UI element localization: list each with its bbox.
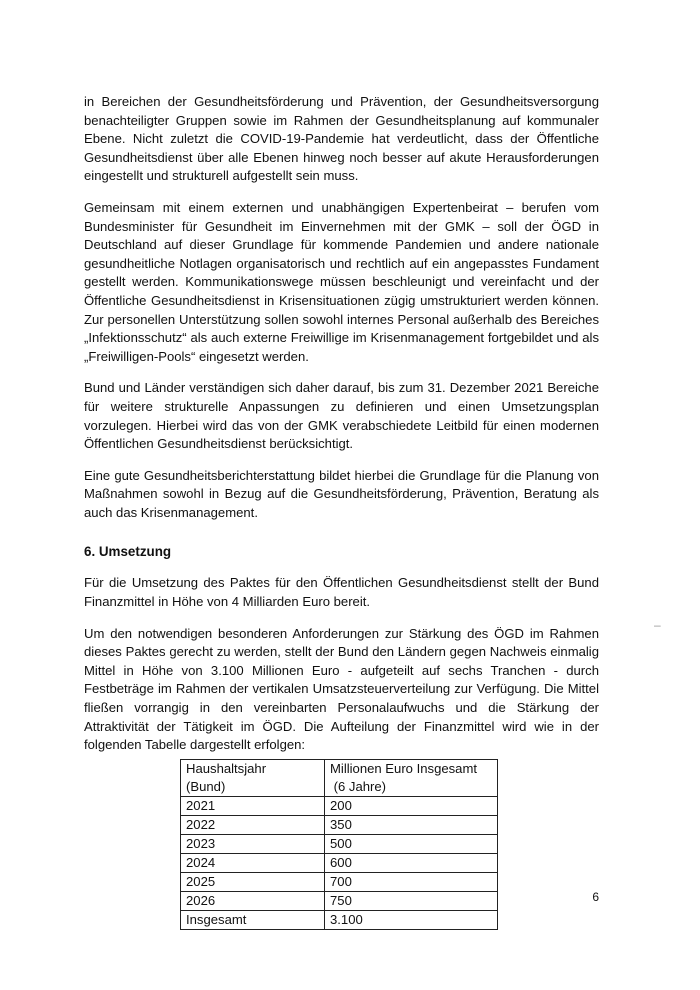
total-label-cell: Insgesamt [181, 910, 325, 929]
section-paragraph-1: Für die Umsetzung des Paktes für den Öffentlichen Gesundheitsdienst stellt der Bund Finanzmittel in Höhe von 4 Milliarden Euro bereit. [84, 575, 599, 610]
page-number: 6 [592, 890, 599, 904]
amount-cell: 350 [325, 815, 498, 834]
document-page [84, 93, 599, 930]
header-cell-year [181, 759, 325, 796]
paragraph-4: Eine gute Gesundheitsberichterstattung bildet hierbei die Grundlage für die Planung von Maßnahmen sowohl in Bezug auf die Gesundheitsförderung, Prävention, Beratung als auch das Krisenmanagement. [84, 467, 599, 520]
header-year-line1: Haushaltsjahr [186, 760, 267, 776]
section-paragraph-2: Um den notwendigen besonderen Anforderungen zur Stärkung des ÖGD im Rahmen dieses Paktes gerecht zu werden, stellt der Bund den Ländern gegen Nachweis einmalig Mittel in Höhe von 3.100 Millionen Euro - aufgeteilt auf sechs Tranchen - durch Festbeträge im Rahmen der vertikalen Umsatzsteuerverteilung zur Verfügung. Die Mittel fließen vorrangig in den vereinbarten Personalaufwuchs und die Stärkung der Attraktivität der Tätigkeit im ÖGD. Die Aufteilung der Finanzmittel wird wie in der folgenden Tabelle dargestellt erfolgen: [84, 625, 599, 753]
section-heading: 6. Umsetzung [84, 544, 172, 560]
year-cell: 2022 [181, 815, 325, 834]
table-row [181, 853, 498, 872]
table-row [181, 872, 498, 891]
table-row [181, 834, 498, 853]
year-cell: 2024 [181, 853, 325, 872]
amount-cell: 500 [325, 834, 498, 853]
year-cell: 2026 [181, 891, 325, 910]
header-year-line2: (Bund) [186, 778, 226, 794]
header-cell-amount [325, 759, 498, 796]
amount-cell: 200 [325, 796, 498, 815]
paragraph-1: in Bereichen der Gesundheitsförderung und Prävention, der Gesundheitsversorgung benachteiligter Gruppen sowie im Rahmen der Gesundheitsplanung auf kommunaler Ebene. Nicht zuletzt die COVID-19-Pandemie hat verdeutlicht, dass der Öffentliche Gesundheitsdienst über alle Ebenen hinweg noch besser auf akute Herausforderungen eingestellt und strukturell aufgestellt sein muss. [84, 94, 599, 184]
paragraph-3: Bund und Länder verständigen sich daher darauf, bis zum 31. Dezember 2021 Bereiche für weitere strukturelle Anpassungen zu definieren und einen Umsetzungsplan vorzulegen. Hierbei wird das von der GMK verabschiedete Leitbild für einen modernen Öffentlichen Gesundheitsdienst berücksichtigt. [84, 380, 599, 452]
amount-cell: 700 [325, 872, 498, 891]
amount-cell: 600 [325, 853, 498, 872]
scan-mark: – [654, 618, 661, 632]
finance-table [180, 759, 498, 930]
header-amount-line2: (6 Jahre) [330, 778, 387, 794]
table-row [181, 891, 498, 910]
table-row [181, 815, 498, 834]
table-row [181, 796, 498, 815]
year-cell: 2023 [181, 834, 325, 853]
total-amount-cell: 3.100 [325, 910, 498, 929]
year-cell: 2025 [181, 872, 325, 891]
table-header-row [181, 759, 498, 796]
header-amount-line1: Millionen Euro Insgesamt [330, 760, 478, 776]
year-cell: 2021 [181, 796, 325, 815]
amount-cell: 750 [325, 891, 498, 910]
paragraph-2: Gemeinsam mit einem externen und unabhängigen Expertenbeirat – berufen vom Bundesminister für Gesundheit im Einvernehmen mit der GMK – soll der ÖGD in Deutschland auf dieser Grundlage für kommende Pandemien und andere nationale gesundheitliche Notlagen organisatorisch und rechtlich auf ein angepasstes Fundament gestellt werden. Kommunikationswege müssen beschleunigt und vereinfacht und der Öffentliche Gesundheitsdienst in Krisensituationen zügig umstrukturiert werden können. Zur personellen Unterstützung sollen sowohl internes Personal außerhalb des Bereiches „Infektionsschutz“ als auch externe Freiwillige im Krisenmanagement fortgebildet und als „Freiwilligen-Pools“ eingesetzt werden. [84, 199, 599, 364]
table-total-row [181, 910, 498, 929]
